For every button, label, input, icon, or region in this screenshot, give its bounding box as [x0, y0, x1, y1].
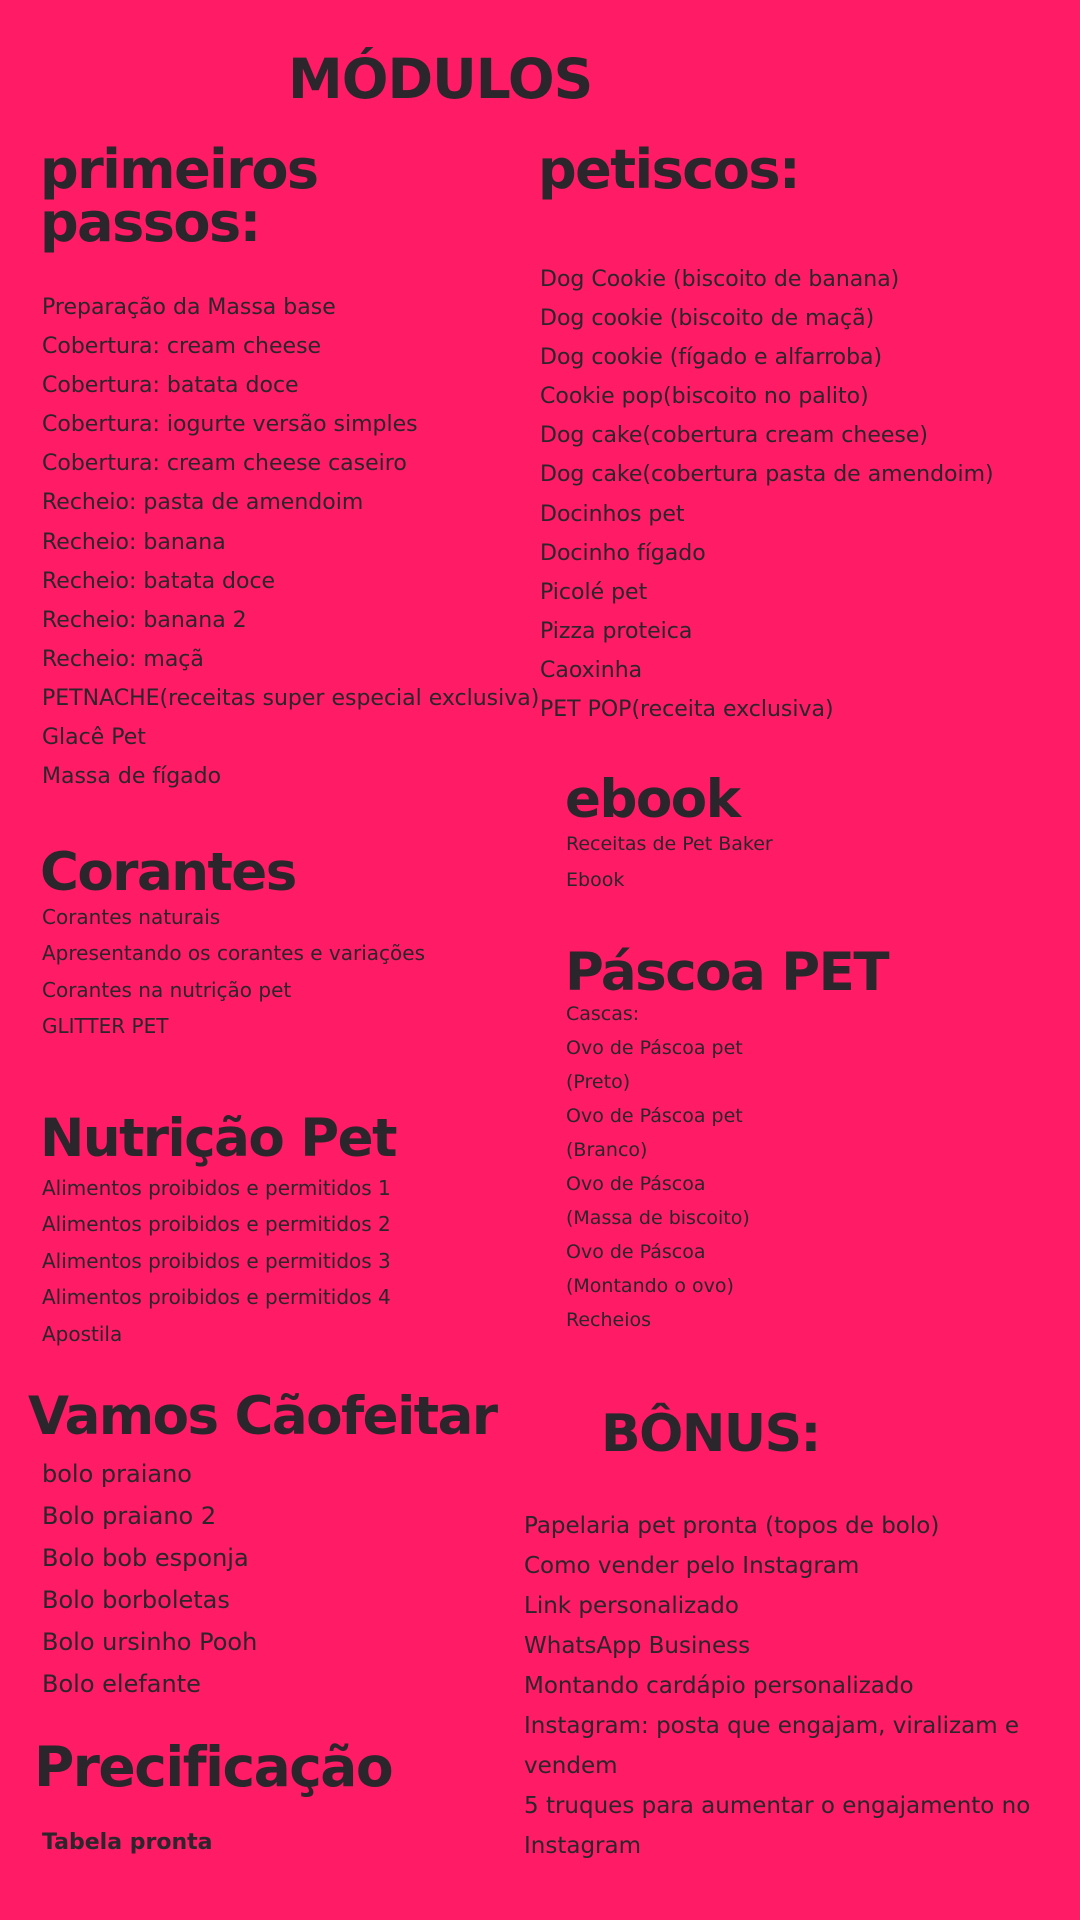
list-item: Bolo bob esponja: [42, 1543, 249, 1572]
list-item: Corantes na nutrição pet: [42, 977, 292, 1002]
list-item: Recheio: batata doce: [42, 568, 276, 594]
list-item: GLITTER PET: [42, 1013, 169, 1038]
list-item: (Montando o ovo): [566, 1275, 734, 1297]
list-item: Tabela pronta: [42, 1830, 213, 1855]
list-item: PETNACHE(receitas super especial exclusiva): [42, 685, 540, 711]
section-heading-corantes: Corantes: [40, 842, 296, 903]
list-item: Recheios: [566, 1309, 652, 1331]
list-item: Docinho fígado: [540, 540, 706, 566]
list-item: Bolo ursinho Pooh: [42, 1627, 258, 1656]
list-item: Papelaria pet pronta (topos de bolo): [524, 1513, 940, 1539]
list-item: Ovo de Páscoa: [566, 1241, 706, 1263]
petiscos-list: [540, 260, 994, 729]
list-item: Ovo de Páscoa: [566, 1173, 706, 1195]
list-item: Cobertura: cream cheese caseiro: [42, 451, 407, 477]
heading-line: primeiros: [40, 138, 318, 201]
vamos-caofeitar-list: [42, 1454, 257, 1705]
list-item: Preparação da Massa base: [42, 295, 336, 320]
list-item: WhatsApp Business: [524, 1633, 751, 1659]
list-item: Link personalizado: [524, 1593, 739, 1619]
corantes-list: [42, 899, 425, 1044]
list-item: Recheio: maçã: [42, 646, 204, 672]
nutricao-list: [42, 1170, 391, 1352]
list-item: Dog cake(cobertura cream cheese): [540, 423, 928, 449]
list-item: Cobertura: cream cheese: [42, 334, 322, 360]
list-item: Cookie pop(biscoito no palito): [540, 384, 869, 410]
list-item: Receitas de Pet Baker: [566, 833, 773, 855]
list-item: (Branco): [566, 1139, 648, 1161]
list-item: Apostila: [42, 1321, 123, 1346]
section-heading-ebook: ebook: [565, 769, 740, 830]
list-item: Cascas:: [566, 1003, 640, 1025]
primeiros-passos-list: [42, 288, 539, 796]
list-item: Bolo praiano 2: [42, 1501, 217, 1530]
list-item: Cobertura: batata doce: [42, 373, 299, 399]
list-item: Cobertura: iogurte versão simples: [42, 412, 418, 438]
section-heading-nutricao: Nutrição Pet: [40, 1108, 396, 1169]
list-item: Alimentos proibidos e permitidos 4: [42, 1285, 391, 1310]
list-item: Como vender pelo Instagram: [524, 1553, 860, 1579]
list-item: bolo praiano: [42, 1460, 192, 1488]
list-item: Alimentos proibidos e permitidos 3: [42, 1248, 391, 1273]
section-heading-bonus: BÔNUS:: [601, 1404, 820, 1464]
list-item: Massa de fígado: [42, 764, 222, 790]
list-item: Dog cake(cobertura pasta de amendoim): [540, 462, 994, 488]
list-item: Instagram: posta que engajam, viralizam e vendem: [524, 1713, 1020, 1779]
list-item: Bolo elefante: [42, 1669, 201, 1698]
list-item: Ovo de Páscoa pet: [566, 1037, 743, 1059]
section-heading-precificacao: Precificação: [34, 1735, 393, 1799]
list-item: 5 truques para aumentar o engajamento no Instagram: [524, 1793, 1031, 1859]
list-item: Ebook: [566, 869, 625, 892]
list-item: Pizza proteica: [540, 618, 693, 644]
ebook-list: [566, 826, 773, 899]
pascoa-pet-list: [566, 997, 750, 1337]
page-title: MÓDULOS: [288, 47, 593, 111]
list-item: Alimentos proibidos e permitidos 2: [42, 1212, 391, 1237]
list-item: Alimentos proibidos e permitidos 1: [42, 1176, 391, 1200]
list-item: Docinhos pet: [540, 501, 685, 527]
section-heading-pascoa-pet: Páscoa PET: [565, 942, 888, 1003]
list-item: Caoxinha: [540, 657, 643, 683]
list-item: Montando cardápio personalizado: [524, 1673, 914, 1699]
list-item: Dog cookie (fígado e alfarroba): [540, 345, 883, 371]
list-item: PET POP(receita exclusiva): [540, 697, 834, 723]
list-item: Dog cookie (biscoito de maçã): [540, 306, 875, 332]
list-item: Ovo de Páscoa pet: [566, 1105, 743, 1127]
list-item: Corantes naturais: [42, 905, 221, 929]
list-item: (Preto): [566, 1071, 631, 1093]
precificacao-list: [42, 1827, 212, 1859]
list-item: Glacê Pet: [42, 725, 146, 751]
bonus-list: [524, 1506, 1044, 1866]
list-item: Picolé pet: [540, 579, 648, 605]
list-item: Dog Cookie (biscoito de banana): [540, 267, 900, 292]
list-item: Bolo borboletas: [42, 1585, 230, 1614]
section-heading-petiscos: petiscos:: [538, 138, 800, 201]
section-heading-vamos-caofeitar: Vamos Cãofeitar: [28, 1386, 497, 1447]
list-item: Recheio: pasta de amendoim: [42, 490, 364, 516]
heading-line: passos:: [40, 191, 260, 254]
list-item: Recheio: banana 2: [42, 607, 247, 633]
list-item: Apresentando os corantes e variações: [42, 941, 425, 966]
list-item: Recheio: banana: [42, 529, 226, 555]
list-item: (Massa de biscoito): [566, 1207, 750, 1229]
section-heading-primeiros-passos: [40, 138, 318, 254]
